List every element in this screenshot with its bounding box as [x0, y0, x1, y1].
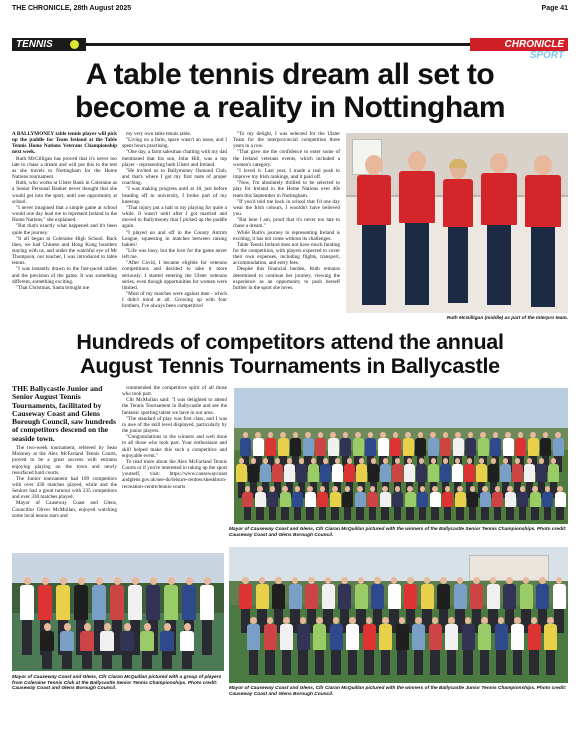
paragraph: "That gave me the confidence to enter some of the Ireland veterans events, which included a women's category. [233, 149, 340, 168]
paragraph: "I never imagined that a simple game at school would one day lead me to represent Ireland in the Home Nations," she explained. [12, 204, 117, 224]
person-figure [492, 486, 503, 520]
senior-winners-caption: Mayor of Causeway Coast and Glens, Cllr Ciaran McQuillan pictured with the winners of the Ballycastle Senior Tennis Championships. Photo credit: Causeway Coast and Glens Borough Council. [229, 527, 567, 538]
person-figure [528, 617, 541, 675]
chronicle-sport-tag [470, 38, 568, 61]
person-figure [317, 486, 328, 520]
paragraph: "Congratulations to the winners and well done to all those who took part. Your enthusiasm and skill helped make this such a competitive and enjoyable event." [122, 434, 227, 459]
person-figure [429, 617, 442, 675]
paragraph: To read more about the Alex McFarland Tennis Courts or if you're interested in taking up the sport yourself, visit: https://www.causewaycoast andglens.gov.uk/see-do/leisure-centres/sheskburn-recreation-centre/tennis-courts [122, 458, 227, 490]
person-figure [505, 486, 516, 520]
person-figure [200, 577, 214, 655]
interpro-photo-caption: Ruth McGilligan (middle) as part of the Interpro team. [446, 316, 568, 321]
paragraph: "One day, a farm salesman chatting with my dad mentioned that his son, John Hill, was a top player - representing both Ulster and Ireland. [122, 149, 227, 168]
person-figure [442, 486, 453, 520]
person-figure [330, 486, 341, 520]
tennis-label: TENNIS [16, 39, 53, 50]
page-number: Page 41 [541, 5, 568, 12]
person-figure [280, 486, 291, 520]
person-figure [495, 617, 508, 675]
paragraph: "Now, I'm absolutely thrilled to be selected to play for Ireland in the Home Nations over 40s team this September in Nottingham. [233, 180, 340, 199]
person-figure [60, 623, 74, 669]
person-figure [363, 617, 376, 675]
paragraph: "But that's exactly what happened and it's been quite the journey. [12, 223, 117, 236]
story2-column-2 [122, 385, 227, 490]
junior-winners-caption: Mayor of Causeway Coast and Glens, Cllr Ciaran McQuillan pictured with the winners of the Ballycastle Junior Tennis Championships. Photo credit: Causeway Coast and Glens Borough Council. [229, 686, 567, 697]
person-figure [313, 617, 326, 675]
person-figure [280, 617, 293, 675]
person-figure [264, 617, 277, 675]
story1-headline [12, 58, 568, 124]
paragraph: "That injury put a halt to my playing for quite a while. It wasn't until after I got married and moved to Ballymoney that I picked up the paddle again. [122, 204, 227, 230]
story1-column-1 [12, 131, 117, 291]
person-figure [40, 623, 54, 669]
person-figure [417, 486, 428, 520]
person-figure [297, 617, 310, 675]
paragraph: Mayor of Causeway Coast and Glens, Councillor Oliver McMullan, enjoyed watching some local tennis stars and [12, 500, 117, 519]
story2-headline [12, 330, 568, 378]
story1-headline-line2: become a reality in Nottingham [74, 91, 506, 124]
person-figure [530, 486, 541, 520]
section-bar [12, 38, 568, 61]
person-figure [467, 486, 478, 520]
paragraph: Table Tennis Ireland does not have much funding for the competition, with players expected to cover their own expenses, including flights, transport, accommodation, and entry fees. [233, 241, 340, 267]
person-figure [544, 617, 557, 675]
paragraph: "But here I am, proof that it's never too late to chase a dream." [233, 217, 340, 230]
story2-headline-line1: Hundreds of competitors attend the annual [76, 330, 504, 354]
story1-column-2 [122, 131, 227, 310]
chronicle-label: CHRONICLE [504, 39, 564, 50]
paragraph: Despite this financial burden, Ruth remains determined to continue her journey, viewing the experience as an opportunity to push herself further in the sport she loves. [233, 266, 340, 291]
person-figure [478, 617, 491, 675]
paragraph: "To my delight, I was selected for the Ulster Team for the interprovincial competition three years in a row. [233, 131, 340, 150]
paragraph: "After Covid, I became eligible for veterans competitions and decided to take it more seriously. I started entering the Ulster veterans series, even though opportunities for women were limited. [122, 260, 227, 291]
paragraph: "I was instantly drawn to the fast-paced rallies and the precision of the game. It was something different, something exciting. [12, 266, 117, 285]
story1-column-3 [233, 131, 340, 291]
masthead-date: THE CHRONICLE, 28th August 2025 [12, 5, 132, 12]
paragraph: "The standard of play was first class, and I was in awe of the skill level displayed, particularly by the junior players. [122, 415, 227, 435]
person-figure [480, 486, 491, 520]
person-figure [180, 623, 194, 669]
person-figure [392, 486, 403, 520]
paragraph: "That Christmas, Santa brought me [16, 284, 90, 291]
person-figure [405, 486, 416, 520]
person-figure [292, 486, 303, 520]
sport-label: SPORT [529, 50, 564, 61]
person-figure [462, 617, 475, 675]
person-figure [380, 486, 391, 520]
person-figure [20, 577, 34, 655]
person-figure [120, 623, 134, 669]
paragraph: Ruth McGilligan has proved that it's never too late to chase a dream and will put this to the test as she travels to Nottingham for the Home Nations tournament. [12, 155, 117, 181]
person-figure [542, 486, 553, 520]
paragraph: A BALLYMONEY table tennis player will pick up the paddle for Team Ireland at the Table Tennis Home Nations Veterans Championship next week. [12, 131, 117, 156]
paragraph: "I played on and off in the County Antrim League, squeezing in matches between raising babies! [122, 229, 227, 248]
person-figure [430, 486, 441, 520]
person-figure [80, 623, 94, 669]
person-figure [330, 617, 343, 675]
masthead [12, 5, 568, 15]
story2-headline-line2: August Tennis Tournaments in Ballycastle [80, 354, 500, 378]
person-figure [412, 617, 425, 675]
senior-winners-photo [234, 388, 568, 524]
person-figure [455, 486, 466, 520]
paragraph: Ruth, who works at Ulster Bank in Coleraine as a Senior Personal Banker never thought that she would get into the sport, until one opportunity at school. [12, 180, 117, 205]
person-figure [555, 486, 566, 520]
paragraph: "Life was busy, but the love for the game never left me. [122, 247, 227, 261]
person-figure [305, 486, 316, 520]
person-figure [242, 486, 253, 520]
paragraph: Cllr McMullan said: "I was delighted to attend the Tennis Tournament in Ballycastle and see the fantastic sporting talent we have in our area. [122, 397, 227, 416]
story2-column-1 [12, 385, 117, 519]
person-figure [379, 617, 392, 675]
paragraph: "Most of my matches were against men - which I didn't mind at all. Growing up with four brothers, I've always been competitive! [122, 291, 227, 310]
person-figure [100, 623, 114, 669]
person-figure [445, 617, 458, 675]
junior-winners-photo [229, 547, 568, 683]
paragraph: my very own table tennis table. [126, 131, 192, 137]
paragraph: The two-week tournament, refereed by Sean Moloney at the Alex McFarland Tennis Courts, proved to be a great success with entrants enjoying playing on the town and newly resurfaced hard courts. [12, 445, 117, 476]
paragraph: The Junior tournament had 189 competitors with over 430 matches played, while and the Seniors had a great turnout with 235 competitors and over 330 matches played. [12, 475, 117, 501]
person-figure [396, 617, 409, 675]
person-figure [247, 617, 260, 675]
person-figure [140, 623, 154, 669]
paragraph: "He invited us to Ballymoney Osmond Club, and that's where I got my first taste of proper coaching. [122, 167, 227, 187]
story1-headline-line1: A table tennis dream all set to [85, 58, 495, 91]
person-figure [267, 486, 278, 520]
person-figure [511, 617, 524, 675]
paragraph: commended the competitive spirit of all those who took part. [122, 385, 227, 398]
paragraph: "I was making progress until at 18, just before heading off to university, I broke part of my kneecap. [122, 186, 227, 205]
person-figure [355, 486, 366, 520]
paragraph: "I loved it. Last year, I made a real push to improve my Irish rankings, and it paid off. [233, 167, 340, 181]
interpro-team-photo [346, 133, 568, 313]
person-figure [517, 486, 528, 520]
coleraine-club-photo [12, 553, 224, 671]
person-figure [367, 486, 378, 520]
person-figure [255, 486, 266, 520]
tennis-ball-icon [70, 40, 79, 49]
paragraph: "If you'd told me back in school that I'd one day wear the Irish colours, I wouldn't have believed you. [233, 198, 340, 218]
paragraph: "Living on a farm, space wasn't an issue, and I spent hours practising. [122, 137, 227, 150]
paragraph: While Ruth's journey to representing Ireland is exciting, it has not come without its challenges. [233, 229, 340, 242]
person-figure [342, 486, 353, 520]
paragraph: "It all began at Coleraine High School. Back then, we had Chinese and Hong Kong boarders staying with us, and under the watchful eye of Mr Thompson, our teacher, I was introduced to table tennis. [12, 235, 117, 267]
person-figure [160, 623, 174, 669]
person-figure [346, 617, 359, 675]
story2-lead: THE Ballycastle Junior and Senior August Tennis Tournaments, facilitated by Causeway Coast and Glens Borough Council, saw hundreds of competitors descend on the seaside town. [12, 384, 116, 443]
coleraine-club-caption: Mayor of Causeway Coast and Glens, Cllr Ciaran McQuillan pictured with a group of players from Coleraine Tennis Club at the Ballycastle Senior Tennis Championships. Photo credit: Causeway Coast and Glens Borough Council. [12, 675, 222, 692]
